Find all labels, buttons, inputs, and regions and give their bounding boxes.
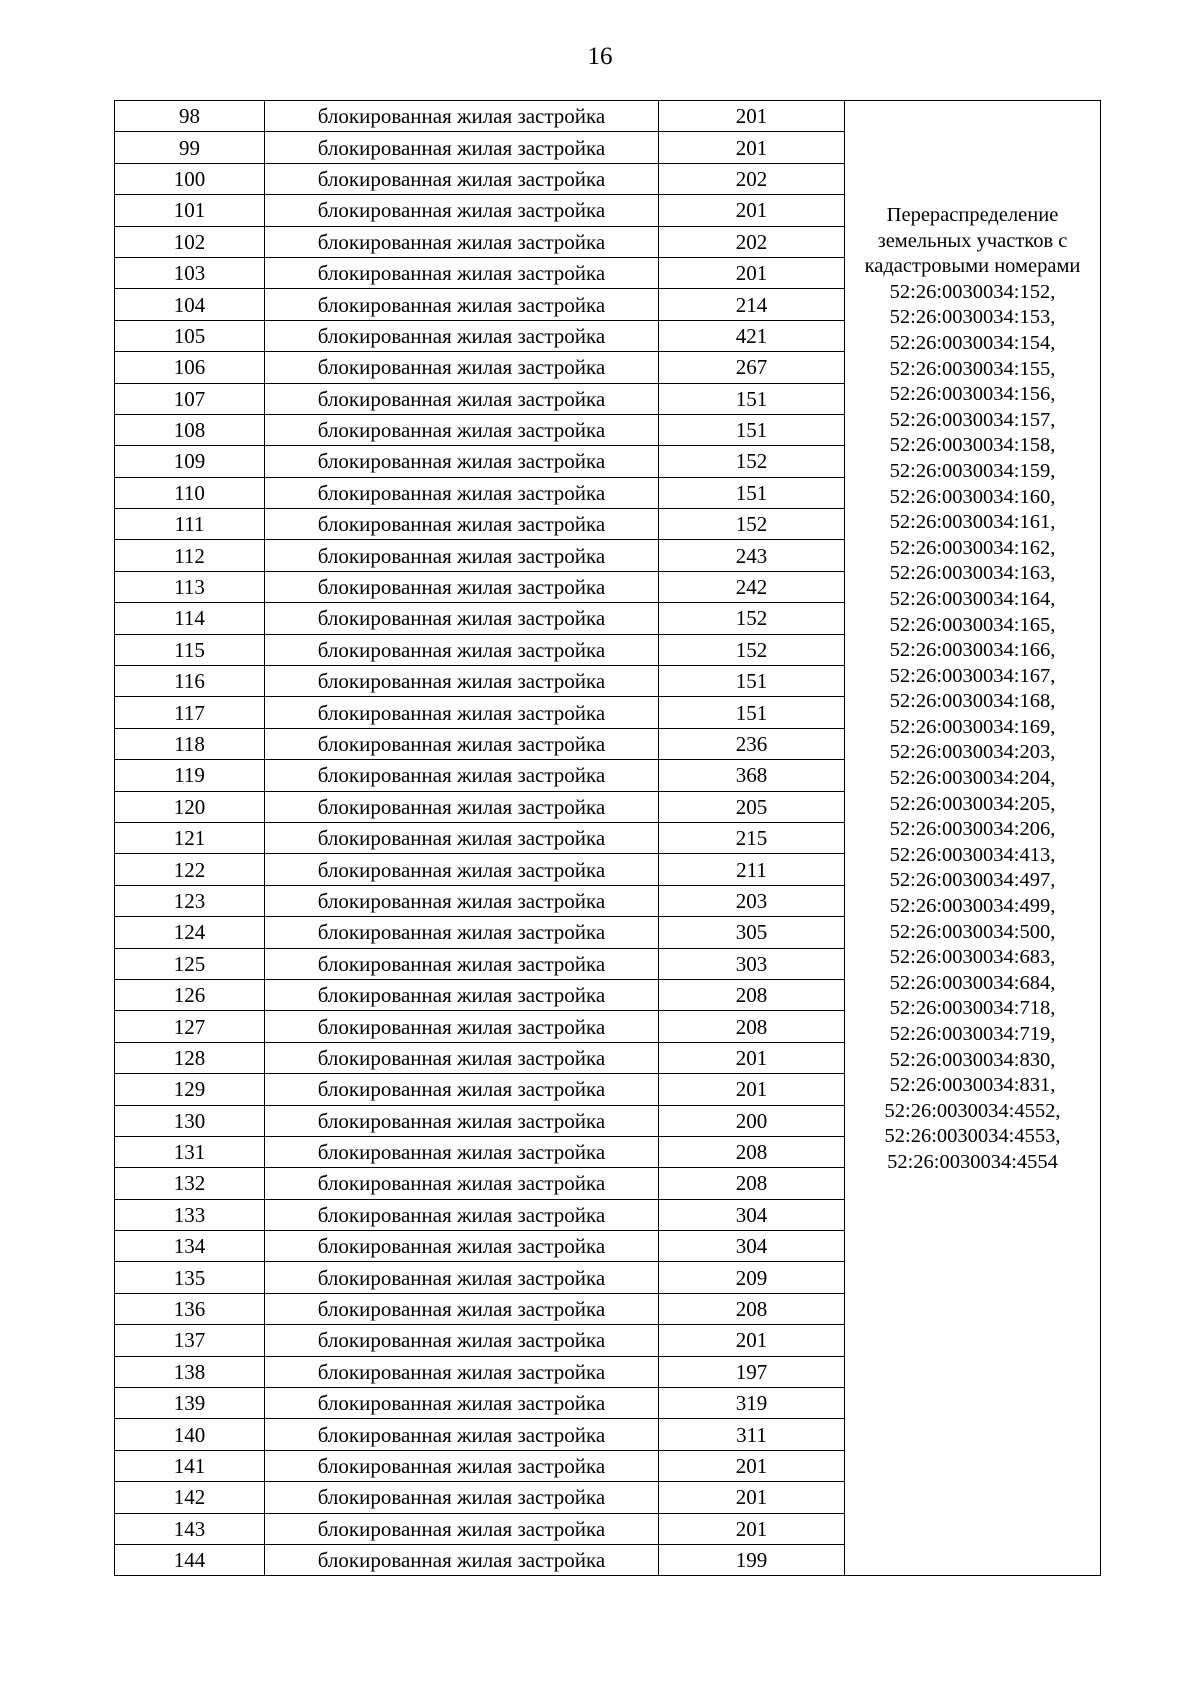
plot-number-cell: 132 bbox=[115, 1168, 265, 1199]
formation-method-line: кадастровыми номерами bbox=[864, 255, 1081, 278]
plot-number-cell: 141 bbox=[115, 1450, 265, 1481]
plot-number-cell: 121 bbox=[115, 822, 265, 853]
area-cell: 201 bbox=[659, 1450, 845, 1481]
area-cell: 199 bbox=[659, 1544, 845, 1575]
land-use-cell: блокированная жилая застройка bbox=[265, 603, 659, 634]
area-cell: 319 bbox=[659, 1388, 845, 1419]
area-cell: 368 bbox=[659, 760, 845, 791]
land-use-cell: блокированная жилая застройка bbox=[265, 697, 659, 728]
plot-number-cell: 129 bbox=[115, 1074, 265, 1105]
area-cell: 152 bbox=[659, 634, 845, 665]
land-plots-table bbox=[114, 100, 1101, 1576]
plot-number-cell: 123 bbox=[115, 885, 265, 916]
land-use-cell: блокированная жилая застройка bbox=[265, 414, 659, 445]
plot-number-cell: 107 bbox=[115, 383, 265, 414]
land-use-cell: блокированная жилая застройка bbox=[265, 1011, 659, 1042]
formation-method-line: 52:26:0030034:156, bbox=[889, 383, 1056, 406]
area-cell: 201 bbox=[659, 1074, 845, 1105]
land-use-cell: блокированная жилая застройка bbox=[265, 1074, 659, 1105]
area-cell: 200 bbox=[659, 1105, 845, 1136]
formation-method-line: 52:26:0030034:155, bbox=[889, 357, 1056, 380]
area-cell: 211 bbox=[659, 854, 845, 885]
area-cell: 215 bbox=[659, 822, 845, 853]
formation-method-line: 52:26:0030034:204, bbox=[889, 767, 1056, 790]
area-cell: 205 bbox=[659, 791, 845, 822]
land-use-cell: блокированная жилая застройка bbox=[265, 1325, 659, 1356]
plot-number-cell: 98 bbox=[115, 101, 265, 132]
land-use-cell: блокированная жилая застройка bbox=[265, 195, 659, 226]
land-use-cell: блокированная жилая застройка bbox=[265, 728, 659, 759]
land-use-cell: блокированная жилая застройка bbox=[265, 132, 659, 163]
plot-number-cell: 99 bbox=[115, 132, 265, 163]
formation-method-line: Перераспределение bbox=[886, 204, 1059, 226]
formation-method-line: 52:26:0030034:169, bbox=[889, 715, 1056, 738]
plot-number-cell: 115 bbox=[115, 634, 265, 665]
plot-number-cell: 103 bbox=[115, 257, 265, 288]
formation-method-line: 52:26:0030034:168, bbox=[889, 690, 1056, 713]
area-cell: 311 bbox=[659, 1419, 845, 1450]
land-use-cell: блокированная жилая застройка bbox=[265, 1042, 659, 1073]
page-number: 16 bbox=[587, 43, 613, 70]
formation-method-line: 52:26:0030034:684, bbox=[889, 971, 1056, 994]
plot-number-cell: 143 bbox=[115, 1513, 265, 1544]
plot-number-cell: 140 bbox=[115, 1419, 265, 1450]
area-cell: 152 bbox=[659, 603, 845, 634]
formation-method-line: 52:26:0030034:165, bbox=[889, 613, 1056, 636]
plot-number-cell: 144 bbox=[115, 1544, 265, 1575]
land-use-cell: блокированная жилая застройка bbox=[265, 917, 659, 948]
formation-method-line: 52:26:0030034:160, bbox=[889, 485, 1056, 508]
formation-method-cell bbox=[845, 101, 1101, 1576]
formation-method-line: 52:26:0030034:683, bbox=[889, 946, 1056, 969]
area-cell: 151 bbox=[659, 697, 845, 728]
formation-method-line: 52:26:0030034:164, bbox=[889, 587, 1056, 610]
plot-number-cell: 137 bbox=[115, 1325, 265, 1356]
area-cell: 242 bbox=[659, 571, 845, 602]
area-cell: 201 bbox=[659, 1325, 845, 1356]
area-cell: 151 bbox=[659, 666, 845, 697]
formation-method-line: 52:26:0030034:413, bbox=[889, 843, 1056, 866]
area-cell: 236 bbox=[659, 728, 845, 759]
land-use-cell: блокированная жилая застройка bbox=[265, 289, 659, 320]
plot-number-cell: 138 bbox=[115, 1356, 265, 1387]
area-cell: 243 bbox=[659, 540, 845, 571]
land-use-cell: блокированная жилая застройка bbox=[265, 352, 659, 383]
area-cell: 152 bbox=[659, 446, 845, 477]
land-use-cell: блокированная жилая застройка bbox=[265, 477, 659, 508]
plot-number-cell: 128 bbox=[115, 1042, 265, 1073]
land-use-cell: блокированная жилая застройка bbox=[265, 1482, 659, 1513]
area-cell: 203 bbox=[659, 885, 845, 916]
plot-number-cell: 120 bbox=[115, 791, 265, 822]
area-cell: 151 bbox=[659, 383, 845, 414]
formation-method-line: 52:26:0030034:4554 bbox=[887, 1150, 1058, 1173]
plot-number-cell: 101 bbox=[115, 195, 265, 226]
land-use-cell: блокированная жилая застройка bbox=[265, 1513, 659, 1544]
formation-method-line: 52:26:0030034:152, bbox=[889, 280, 1056, 303]
area-cell: 208 bbox=[659, 1136, 845, 1167]
plot-number-cell: 118 bbox=[115, 728, 265, 759]
plot-number-cell: 131 bbox=[115, 1136, 265, 1167]
area-cell: 305 bbox=[659, 917, 845, 948]
formation-method-line: 52:26:0030034:205, bbox=[889, 792, 1056, 815]
area-cell: 151 bbox=[659, 414, 845, 445]
plot-number-cell: 113 bbox=[115, 571, 265, 602]
land-use-cell: блокированная жилая застройка bbox=[265, 1356, 659, 1387]
formation-method-line: 52:26:0030034:500, bbox=[889, 920, 1056, 943]
plot-number-cell: 142 bbox=[115, 1482, 265, 1513]
land-use-cell: блокированная жилая застройка bbox=[265, 1105, 659, 1136]
land-use-cell: блокированная жилая застройка bbox=[265, 257, 659, 288]
land-use-cell: блокированная жилая застройка bbox=[265, 1544, 659, 1575]
area-cell: 201 bbox=[659, 1513, 845, 1544]
formation-method-line: 52:26:0030034:206, bbox=[889, 818, 1056, 841]
formation-method-line: 52:26:0030034:831, bbox=[889, 1074, 1056, 1097]
plot-number-cell: 108 bbox=[115, 414, 265, 445]
formation-method-line: 52:26:0030034:162, bbox=[889, 536, 1056, 559]
area-cell: 152 bbox=[659, 509, 845, 540]
land-use-cell: блокированная жилая застройка bbox=[265, 1136, 659, 1167]
land-use-cell: блокированная жилая застройка bbox=[265, 1419, 659, 1450]
land-use-cell: блокированная жилая застройка bbox=[265, 854, 659, 885]
table-row bbox=[115, 101, 1101, 132]
plot-number-cell: 136 bbox=[115, 1293, 265, 1324]
formation-method-line: земельных участков с bbox=[877, 229, 1068, 252]
plot-number-cell: 124 bbox=[115, 917, 265, 948]
formation-method-line: 52:26:0030034:163, bbox=[889, 562, 1056, 585]
land-use-cell: блокированная жилая застройка bbox=[265, 760, 659, 791]
land-use-cell: блокированная жилая застройка bbox=[265, 634, 659, 665]
land-use-cell: блокированная жилая застройка bbox=[265, 383, 659, 414]
area-cell: 202 bbox=[659, 226, 845, 257]
area-cell: 201 bbox=[659, 257, 845, 288]
area-cell: 303 bbox=[659, 948, 845, 979]
land-use-cell: блокированная жилая застройка bbox=[265, 1450, 659, 1481]
plot-number-cell: 133 bbox=[115, 1199, 265, 1230]
plot-number-cell: 117 bbox=[115, 697, 265, 728]
plot-number-cell: 134 bbox=[115, 1231, 265, 1262]
plot-number-cell: 122 bbox=[115, 854, 265, 885]
formation-method-line: 52:26:0030034:154, bbox=[889, 331, 1056, 354]
plot-number-cell: 105 bbox=[115, 320, 265, 351]
land-use-cell: блокированная жилая застройка bbox=[265, 101, 659, 132]
land-use-cell: блокированная жилая застройка bbox=[265, 540, 659, 571]
formation-method-line: 52:26:0030034:159, bbox=[889, 459, 1056, 482]
formation-method-line: 52:26:0030034:158, bbox=[889, 434, 1056, 457]
area-cell: 214 bbox=[659, 289, 845, 320]
formation-method-line: 52:26:0030034:167, bbox=[889, 664, 1056, 687]
formation-method-line: 52:26:0030034:4552, bbox=[884, 1099, 1061, 1122]
formation-method-line: 52:26:0030034:718, bbox=[889, 997, 1056, 1020]
land-use-cell: блокированная жилая застройка bbox=[265, 1231, 659, 1262]
area-cell: 208 bbox=[659, 1011, 845, 1042]
area-cell: 202 bbox=[659, 163, 845, 194]
plot-number-cell: 102 bbox=[115, 226, 265, 257]
land-use-cell: блокированная жилая застройка bbox=[265, 1168, 659, 1199]
land-use-cell: блокированная жилая застройка bbox=[265, 1388, 659, 1419]
plot-number-cell: 110 bbox=[115, 477, 265, 508]
area-cell: 201 bbox=[659, 1042, 845, 1073]
land-use-cell: блокированная жилая застройка bbox=[265, 226, 659, 257]
plot-number-cell: 114 bbox=[115, 603, 265, 634]
area-cell: 208 bbox=[659, 1293, 845, 1324]
plot-number-cell: 109 bbox=[115, 446, 265, 477]
land-use-cell: блокированная жилая застройка bbox=[265, 320, 659, 351]
formation-method-line: 52:26:0030034:161, bbox=[889, 511, 1056, 534]
land-use-cell: блокированная жилая застройка bbox=[265, 948, 659, 979]
plot-number-cell: 119 bbox=[115, 760, 265, 791]
plot-number-cell: 116 bbox=[115, 666, 265, 697]
area-cell: 201 bbox=[659, 101, 845, 132]
land-use-cell: блокированная жилая застройка bbox=[265, 446, 659, 477]
land-use-cell: блокированная жилая застройка bbox=[265, 509, 659, 540]
table-body bbox=[115, 101, 1101, 1576]
plot-number-cell: 139 bbox=[115, 1388, 265, 1419]
area-cell: 197 bbox=[659, 1356, 845, 1387]
formation-method-line: 52:26:0030034:157, bbox=[889, 408, 1056, 431]
plot-number-cell: 130 bbox=[115, 1105, 265, 1136]
area-cell: 304 bbox=[659, 1199, 845, 1230]
land-use-cell: блокированная жилая застройка bbox=[265, 822, 659, 853]
formation-method-line: 52:26:0030034:153, bbox=[889, 306, 1056, 329]
land-use-cell: блокированная жилая застройка bbox=[265, 1262, 659, 1293]
plot-number-cell: 100 bbox=[115, 163, 265, 194]
formation-method-line: 52:26:0030034:203, bbox=[889, 741, 1056, 764]
land-use-cell: блокированная жилая застройка bbox=[265, 163, 659, 194]
plot-number-cell: 126 bbox=[115, 979, 265, 1010]
plot-number-cell: 104 bbox=[115, 289, 265, 320]
area-cell: 201 bbox=[659, 195, 845, 226]
area-cell: 201 bbox=[659, 132, 845, 163]
formation-method-line: 52:26:0030034:4553, bbox=[884, 1125, 1061, 1148]
formation-method-line: 52:26:0030034:166, bbox=[889, 639, 1056, 662]
plot-number-cell: 125 bbox=[115, 948, 265, 979]
land-use-cell: блокированная жилая застройка bbox=[265, 666, 659, 697]
land-use-cell: блокированная жилая застройка bbox=[265, 571, 659, 602]
area-cell: 421 bbox=[659, 320, 845, 351]
plot-number-cell: 135 bbox=[115, 1262, 265, 1293]
formation-method-line: 52:26:0030034:497, bbox=[889, 869, 1056, 892]
area-cell: 267 bbox=[659, 352, 845, 383]
formation-method-line: 52:26:0030034:830, bbox=[889, 1048, 1056, 1071]
area-cell: 201 bbox=[659, 1482, 845, 1513]
plot-number-cell: 111 bbox=[115, 509, 265, 540]
formation-method-line: 52:26:0030034:499, bbox=[889, 895, 1056, 918]
area-cell: 304 bbox=[659, 1231, 845, 1262]
area-cell: 208 bbox=[659, 979, 845, 1010]
plot-number-cell: 106 bbox=[115, 352, 265, 383]
area-cell: 151 bbox=[659, 477, 845, 508]
plot-number-cell: 112 bbox=[115, 540, 265, 571]
land-use-cell: блокированная жилая застройка bbox=[265, 979, 659, 1010]
area-cell: 209 bbox=[659, 1262, 845, 1293]
plot-number-cell: 127 bbox=[115, 1011, 265, 1042]
formation-method-line: 52:26:0030034:719, bbox=[889, 1023, 1056, 1045]
area-cell: 208 bbox=[659, 1168, 845, 1199]
land-use-cell: блокированная жилая застройка bbox=[265, 1199, 659, 1230]
land-use-cell: блокированная жилая застройка bbox=[265, 885, 659, 916]
land-use-cell: блокированная жилая застройка bbox=[265, 791, 659, 822]
land-use-cell: блокированная жилая застройка bbox=[265, 1293, 659, 1324]
